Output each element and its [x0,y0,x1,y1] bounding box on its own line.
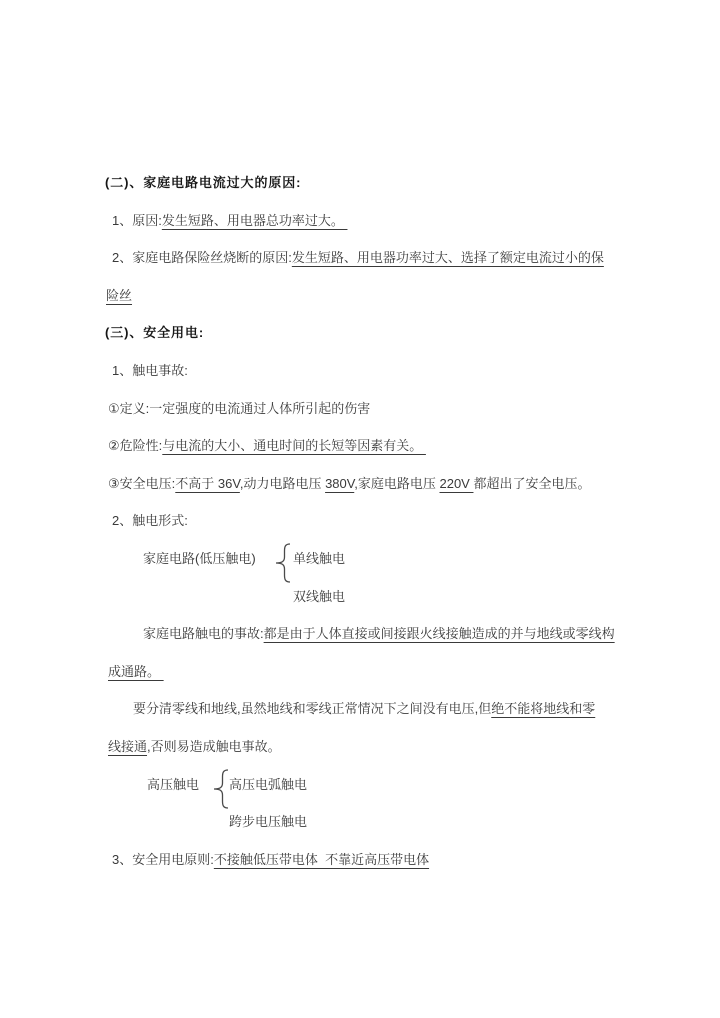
underlined-text: 绝不能将地线和零 [491,701,596,717]
text-line [105,239,625,277]
section-heading [105,164,625,202]
section-heading [105,314,625,352]
text-segment: ,家庭电路电压 [354,475,440,491]
text-line [105,841,625,879]
text-line [105,277,625,315]
underlined-text: 380V [325,475,355,491]
text-segment: 1、触电事故: [112,362,188,378]
brace-group-row [105,578,625,616]
underlined-text: 成通路。 [108,663,164,679]
brace-group-item: 双线触电 [293,588,346,604]
text-segment: ③安全电压: [108,475,176,491]
text-segment: ①定义:一定强度的电流通过人体所引起的伤害 [108,400,371,416]
text-segment: ,否则易造成触电事故。 [147,738,281,754]
text-line [105,202,625,240]
text-segment: (三)、安全用电: [105,325,205,341]
text-line [105,390,625,428]
brace-group-item: 跨步电压触电 [229,814,308,830]
text-segment: 都超出了安全电压。 [473,475,591,491]
text-segment: ②危险性: [108,438,163,454]
text-line [105,615,625,653]
underlined-text: 发生短路、用电器总功率过大。 [161,212,348,228]
text-segment: 家庭电路触电的事故: [143,626,264,642]
text-segment: 3、安全用电原则: [112,851,214,867]
text-line [105,690,625,728]
text-segment: (二)、家庭电路电流过大的原因: [105,175,302,190]
underlined-text: 与电流的大小、通电时间的长短等因素有关。 [162,438,426,454]
underlined-text: 线接通 [108,738,148,754]
document-body [105,164,625,878]
text-segment: ,动力电路电压 [239,475,326,491]
underlined-text: 发生短路、用电器功率过大、选择了额定电流过小的保 [291,250,604,266]
underlined-text: 不接触低压带电体 不靠近高压带电体 [213,851,430,867]
text-segment: 要分清零线和地线,虽然地线和零线正常情况下之间没有电压,但 [133,701,492,717]
text-line [105,653,625,691]
underlined-text: 都是由于人体直接或间接跟火线接触造成的并与地线或零线构 [263,626,615,642]
brace-group-row [105,766,625,804]
text-line [105,728,625,766]
underlined-text: 险丝 [106,287,133,303]
brace-group-item: 高压电弧触电 [229,776,308,792]
underlined-text: 不高于 36V [175,475,240,491]
underlined-text: 220V [439,475,474,491]
text-line [105,427,625,465]
brace-group-label: 家庭电路(低压触电) [143,550,256,566]
brace-group-item: 单线触电 [293,550,346,566]
brace-group-row [105,540,625,578]
text-segment: 2、触电形式: [112,513,188,529]
text-line [105,502,625,540]
text-segment: 1、原因: [112,212,162,228]
brace-group-row [105,803,625,841]
text-line [105,465,625,503]
brace-group-label: 高压触电 [147,776,200,792]
text-line [105,352,625,390]
text-segment: 2、家庭电路保险丝烧断的原因: [112,250,292,266]
